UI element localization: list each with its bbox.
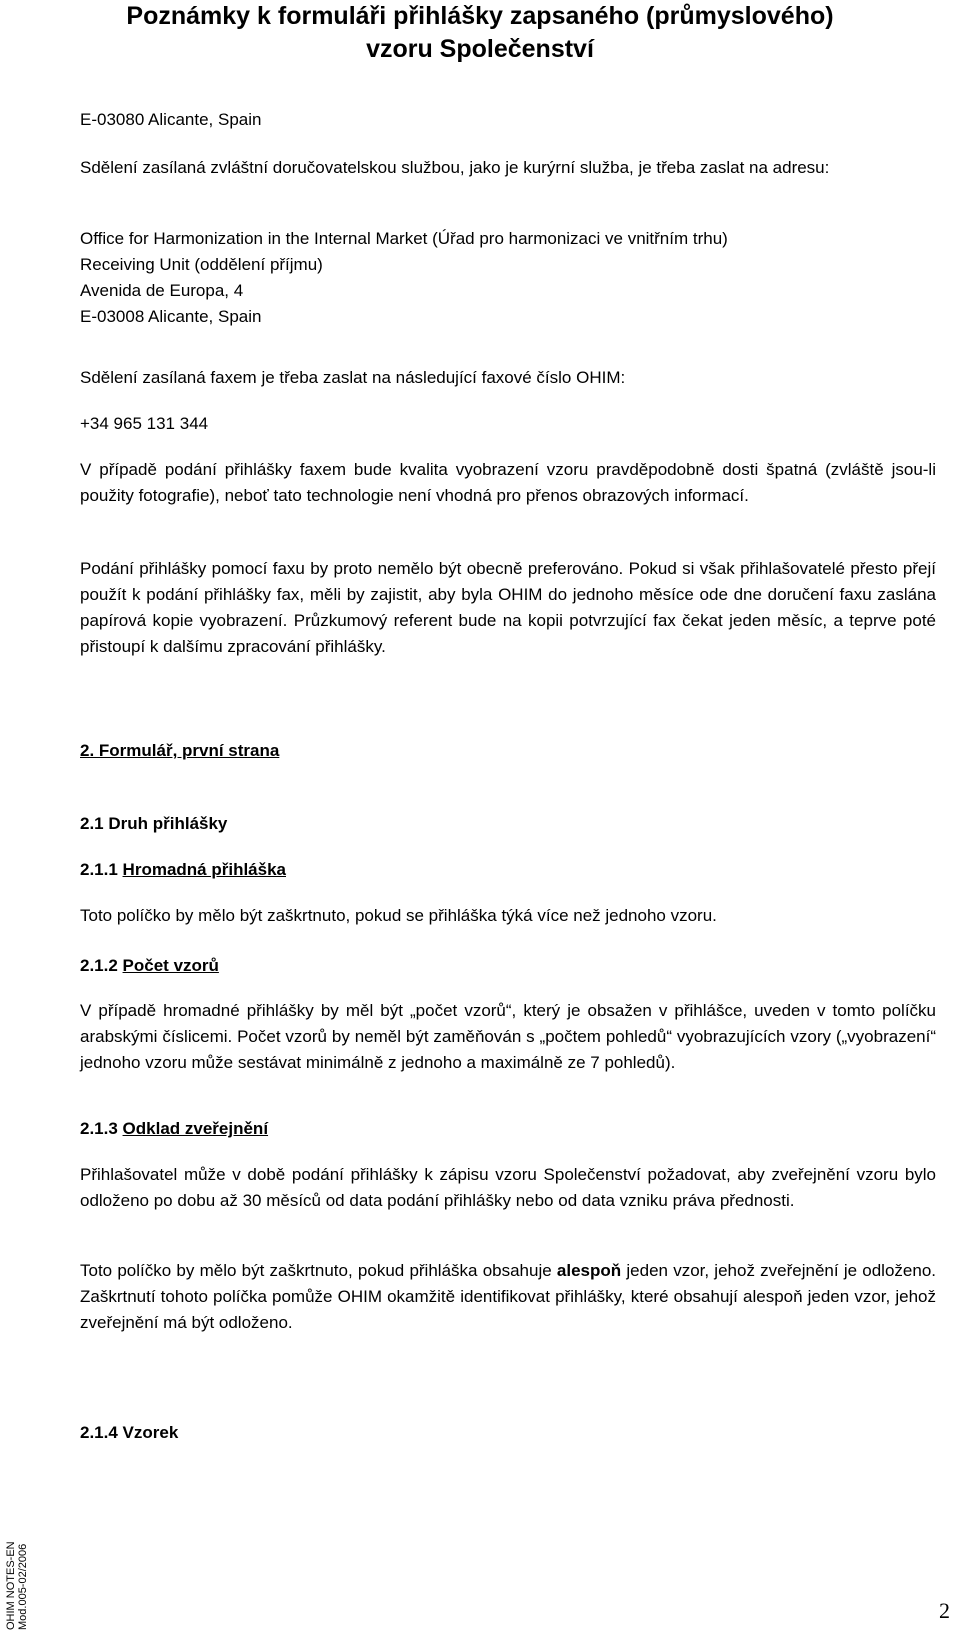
title-line-1: Poznámky k formuláři přihlášky zapsaného (průmyslového) [126, 2, 834, 30]
section-2-1-heading: 2.1 Druh přihlášky [80, 814, 228, 833]
section-2-1-1-title: Hromadná přihláška [122, 860, 286, 879]
section-2-1-3-text-1: Přihlašovatel může v době podání přihlášky k zápisu vzoru Společenství požadovat, aby zveřejnění vzoru bylo odloženo po dobu až 30 měsíců od data podání přihlášky nebo od data vzniku práva přednosti. [80, 1165, 936, 1210]
section-2-1-2-title: Počet vzorů [122, 956, 219, 975]
section-2-1-3-text-2-a: Toto políčko by mělo být zaškrtnuto, pokud přihláška obsahuje [80, 1261, 557, 1280]
section-2-1-1-number: 2.1.1 [80, 860, 118, 879]
section-2-1-2-heading [80, 953, 219, 979]
address-alicante: E-03080 Alicante, Spain [80, 110, 262, 129]
section-2-1-1-text: Toto políčko by mělo být zaškrtnuto, pokud se přihláška týká více než jednoho vzoru. [80, 906, 717, 925]
fax-preference-part-2: Pokud si však přihlašovatelé přesto přejí použít k podání přihlášky fax, měli by zajistit, aby byla OHIM do jednoho měsíce ode dne doručení faxu zaslána papírová kopie vyobrazení. Průzkumový referent bude na kopii potvrzující fax čekat jeden měsíc, a teprve poté přistoupí k dalšímu zpracování přihlášky. [80, 559, 936, 656]
page-title [60, 0, 900, 66]
footer-code-line-2: Mod.005-02/2006 [17, 1543, 29, 1630]
title-line-2: vzoru Společenství [366, 35, 594, 63]
ohim-address [80, 226, 936, 330]
ohim-address-line-4: E-03008 Alicante, Spain [80, 307, 262, 326]
fax-preference-paragraph [80, 556, 936, 660]
section-2-1-3-text-2-b: jeden vzor, jehož zveřejnění je odloženo. Zaškrtnutí tohoto políčka pomůže OHIM okamžitě identifikovat přihlášky, které obsahují alespoň jeden vzor, jehož zveřejnění má být odloženo. [80, 1261, 936, 1332]
footer-document-code [6, 1470, 28, 1630]
section-2-heading: 2. Formulář, první strana [80, 741, 280, 760]
courier-note: Sdělení zasílaná zvláštní doručovatelskou službou, jako je kurýrní služba, je třeba zaslat na adresu: [80, 158, 830, 177]
fax-preference-part-1: Podání přihlášky pomocí faxu by proto nemělo být obecně preferováno. [80, 559, 624, 578]
fax-note: Sdělení zasílaná faxem je třeba zaslat na následující faxové číslo OHIM: [80, 368, 626, 387]
fax-quality-paragraph: V případě podání přihlášky faxem bude kvalita vyobrazení vzoru pravděpodobně dosti špatná (zvláště jsou-li použity fotografie), neboť tato technologie není vhodná pro přenos obrazových informací. [80, 460, 936, 505]
section-2-1-3-text-2 [80, 1258, 936, 1336]
section-2-1-3-title: Odklad zveřejnění [122, 1119, 269, 1138]
ohim-address-line-1: Office for Harmonization in the Internal Market (Úřad pro harmonizaci ve vnitřním trhu) [80, 229, 728, 248]
footer-code-line-1: OHIM NOTES-EN [5, 1541, 17, 1630]
ohim-address-line-3: Avenida de Europa, 4 [80, 281, 244, 300]
section-2-1-3-number: 2.1.3 [80, 1119, 118, 1138]
section-2-1-2-number: 2.1.2 [80, 956, 118, 975]
section-2-1-4-heading: 2.1.4 Vzorek [80, 1423, 179, 1442]
section-2-1-3-heading [80, 1116, 268, 1142]
fax-number: +34 965 131 344 [80, 414, 209, 433]
section-2-1-1-heading [80, 857, 286, 883]
page-number: 2 [939, 1598, 950, 1623]
section-2-1-2-text: V případě hromadné přihlášky by měl být „počet vzorů“, který je obsažen v přihlášce, uveden v tomto políčku arabskými číslicemi. Počet vzorů by neměl být zaměňován s „počtem pohledů“ vyobrazujících vzory („vyobrazení“ jednoho vzoru může sestávat minimálně z jednoho a maximálně ze 7 pohledů). [80, 1001, 936, 1072]
section-2-1-3-emphasis: alespoň [556, 1261, 622, 1280]
ohim-address-line-2: Receiving Unit (oddělení příjmu) [80, 255, 323, 274]
